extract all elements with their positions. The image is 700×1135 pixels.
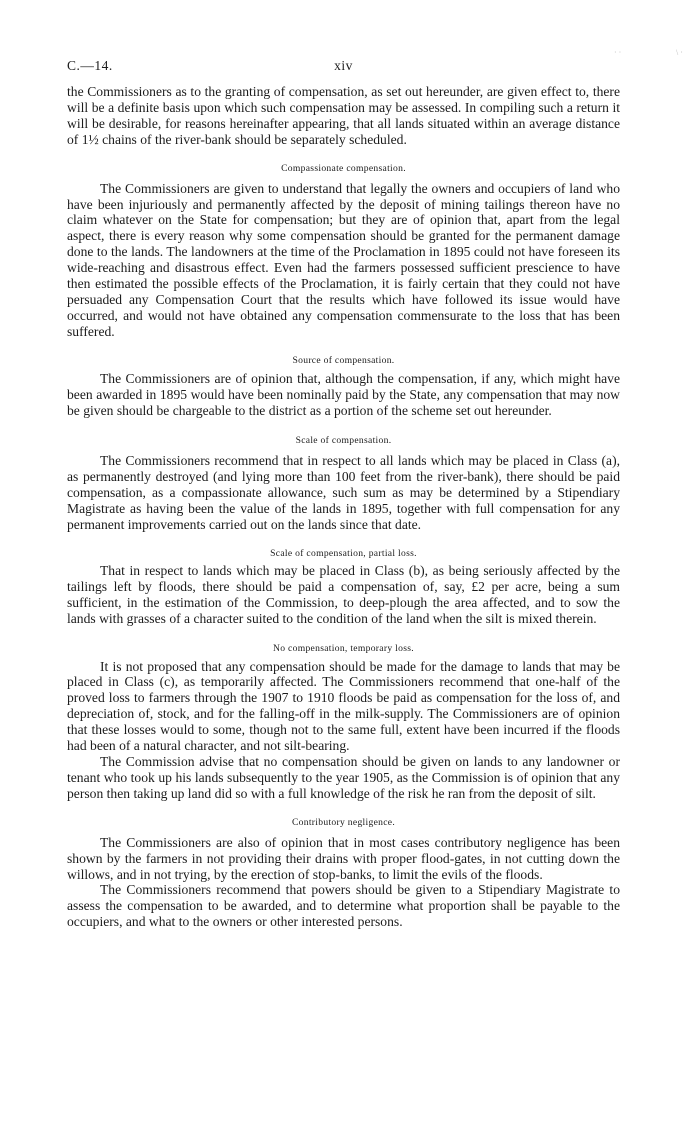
page-header bbox=[67, 58, 620, 78]
margin-mark: · · bbox=[614, 48, 622, 57]
body-paragraph: The Commissioners are given to understand that legally the owners and occupiers of land who have been injuriously and permanently affected by the deposit of mining tailings thereon have no claim whatever on the State for compensation; but they are of opinion that, apart from the legal aspect, there is every reason why some compensation should be granted for the permanent damage done to the lands. The landowners at the time of the Proclamation in 1895 could not have foreseen its wide-reaching and disastrous effect. Even had the farmers possessed sufficient prescience to have then estimated the possible effects of the Proclamation, it is fairly certain that they could not have persuaded any Compensation Court that the results which have followed its issue would have occurred, and would not have obtained any compensation commensurate to the loss that has been suffered. bbox=[67, 180, 620, 339]
body-paragraph: The Commissioners recommend that in respect to all lands which may be placed in Class (a), as permanently destroyed (and lying more than 100 feet from the river-bank), there should be paid compensation, as a compassionate allowance, such sum as may be determined by a Stipendiary Magistrate as having been the value of the lands in 1895, together with full compensation for any permanent improvements carried out on the lands since that date. bbox=[67, 453, 620, 533]
section-heading: No compensation, temporary loss. bbox=[273, 642, 414, 654]
body-paragraph: The Commissioners are also of opinion that in most cases contributory negligence has been shown by the farmers in not providing their drains with proper flood-gates, in not cutting down the willows, and in not trying, by the erection of stop-banks, to limit the evils of the floods. bbox=[67, 834, 620, 882]
margin-mark: \ · bbox=[676, 48, 683, 57]
document-body bbox=[67, 84, 620, 930]
section-heading: Scale of compensation. bbox=[295, 435, 392, 447]
intro-paragraph: the Commissioners as to the granting of compensation, as set out hereunder, are given effect to, there will be a definite basis upon which such compensation may be assessed. In compiling such a return it will be desirable, for reasons hereinafter appearing, that all lands situated within an average distance of 1½ chains of the river-bank should be separately scheduled. bbox=[67, 84, 620, 147]
section-heading: Contributory negligence. bbox=[291, 816, 396, 828]
page-number: xiv bbox=[334, 58, 353, 73]
section-heading: Source of compensation. bbox=[292, 354, 395, 366]
document-reference: C.—14. bbox=[67, 58, 113, 73]
body-paragraph: The Commissioners are of opinion that, although the compensation, if any, which might have been awarded in 1895 would have been nominally paid by the State, any compensation that may now be given should be chargeable to the district as a portion of the scheme set out hereunder. bbox=[67, 370, 620, 418]
body-paragraph: The Commission advise that no compensation should be given on lands to any landowner or tenant who took up his lands subsequently to the year 1905, as the Commission is of opinion that any person then taking up land did so with a full knowledge of the risk he ran from the deposit of silt. bbox=[67, 754, 620, 801]
body-paragraph: That in respect to lands which may be placed in Class (b), as being seriously affected by the tailings left by floods, there should be paid a compensation of, say, £2 per acre, being a sum sufficient, in the estimation of the Commission, to deep-plough the area affected, and to sow the lands with grasses of a character suited to the condition of the land when the silt is mixed therein. bbox=[67, 562, 620, 626]
section-heading: Scale of compensation, partial loss. bbox=[270, 547, 417, 559]
section-heading: Compassionate compensation. bbox=[281, 162, 406, 174]
body-paragraph: It is not proposed that any compensation should be made for the damage to lands that may be placed in Class (c), as temporarily affected. The Commissioners recommend that one-half of the proved loss to farmers through the 1907 to 1910 floods be paid as compensation for the loss of, and depreciation of, stock, and for the falling-off in the milk-supply. The Commissioners are of opinion that these losses would to some, though not to the same full, extent have been incurred if the floods had been of a natural character, and not silt-bearing. bbox=[67, 658, 620, 754]
body-paragraph: The Commissioners recommend that powers should be given to a Stipendiary Magistrate to assess the compensation to be awarded, and to determine what proportion shall be payable to the occupiers, and what to the owners or other interested persons. bbox=[67, 882, 620, 930]
